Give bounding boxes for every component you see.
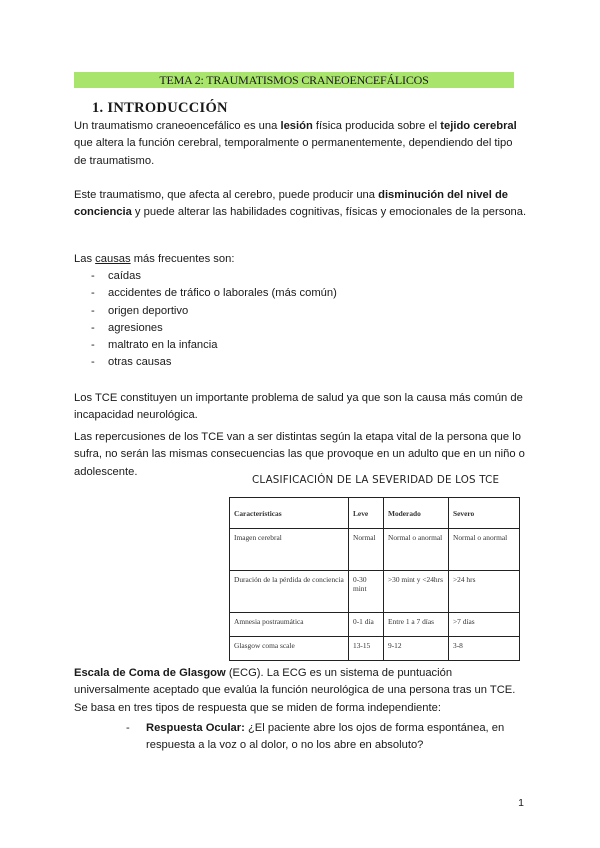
paragraph-definition: Un traumatismo craneoencefálico es una lesión física producida sobre el tejido cerebral que altera la función cerebral, temporalmente o permanentemente, dependiendo del tipo de traumatismo. <box>74 120 517 167</box>
severity-table <box>229 497 520 661</box>
table-cell: 0-1 día <box>349 613 384 637</box>
table-cell: >24 hrs <box>449 571 520 613</box>
paragraph-glasgow: Escala de Coma de Glasgow (ECG). La ECG es un sistema de puntuación universalmente aceptado que evalúa la función neurológica de una persona tras un TCE. Se basa en tres tipos de respuesta que se miden de forma independiente: <box>74 667 516 714</box>
table-cell: Entre 1 a 7 días <box>384 613 449 637</box>
table-row <box>230 571 520 613</box>
table-row <box>230 529 520 571</box>
list-item: - accidentes de tráfico o laborales (más común) <box>91 287 337 300</box>
table-cell: Normal o anormal <box>384 529 449 571</box>
list-item: - maltrato en la infancia <box>91 339 218 352</box>
table-row <box>230 613 520 637</box>
paragraph-consequences: Este traumatismo, que afecta al cerebro, puede producir una disminución del nivel de conciencia y puede alterar las habilidades cognitivas, físicas y emocionales de la persona. <box>74 189 527 219</box>
table-cell: 13-15 <box>349 637 384 661</box>
table-cell: Imagen cerebral <box>230 529 349 571</box>
list-item: - otras causas <box>91 356 172 369</box>
bullet-ocular-response: - Respuesta Ocular: ¿El paciente abre los ojos de forma espontánea, en respuesta a la voz o al dolor, o no los abre en absoluto? <box>126 722 505 752</box>
table-cell: Amnesia postraumática <box>230 613 349 637</box>
table-header-row <box>230 498 520 529</box>
table-cell: Duración de la pérdida de conciencia <box>230 571 349 613</box>
table-cell: 9-12 <box>384 637 449 661</box>
table-title: CLASIFICACIÓN DE LA SEVERIDAD DE LOS TCE <box>252 474 500 486</box>
table-cell: Normal <box>349 529 384 571</box>
causes-list <box>91 268 337 372</box>
list-item: - origen deportivo <box>91 304 189 317</box>
table-header-cell: Moderado <box>384 498 449 529</box>
section-heading: 1. INTRODUCCIÓN <box>92 100 228 116</box>
table-cell: >30 mint y <24hrs <box>384 571 449 613</box>
table-cell: Glasgow coma scale <box>230 637 349 661</box>
table-row <box>230 637 520 661</box>
causes-intro: Las causas más frecuentes son: <box>74 253 235 265</box>
list-item: - caídas <box>91 270 141 282</box>
table-cell: 3-8 <box>449 637 520 661</box>
list-item: - agresiones <box>91 321 163 334</box>
paragraph-life-stage: Las repercusiones de los TCE van a ser distintas según la etapa vital de la persona que lo sufra, no serán las mismas consecuencias las que provoque en un adulto que en un niño o adolescente. <box>74 431 525 478</box>
table-cell: >7 días <box>449 613 520 637</box>
table-header-cell: Leve <box>349 498 384 529</box>
topic-title: TEMA 2: TRAUMATISMOS CRANEOENCEFÁLICOS <box>74 72 514 88</box>
table-cell: Normal o anormal <box>449 529 520 571</box>
paragraph-health-problem: Los TCE constituyen un importante problema de salud ya que son la causa más común de incapacidad neurológica. <box>74 392 523 422</box>
table-cell: 0-30 mint <box>349 571 384 613</box>
page-number: 1 <box>518 797 524 809</box>
table-header-cell: Características <box>230 498 349 529</box>
table-header-cell: Severo <box>449 498 520 529</box>
